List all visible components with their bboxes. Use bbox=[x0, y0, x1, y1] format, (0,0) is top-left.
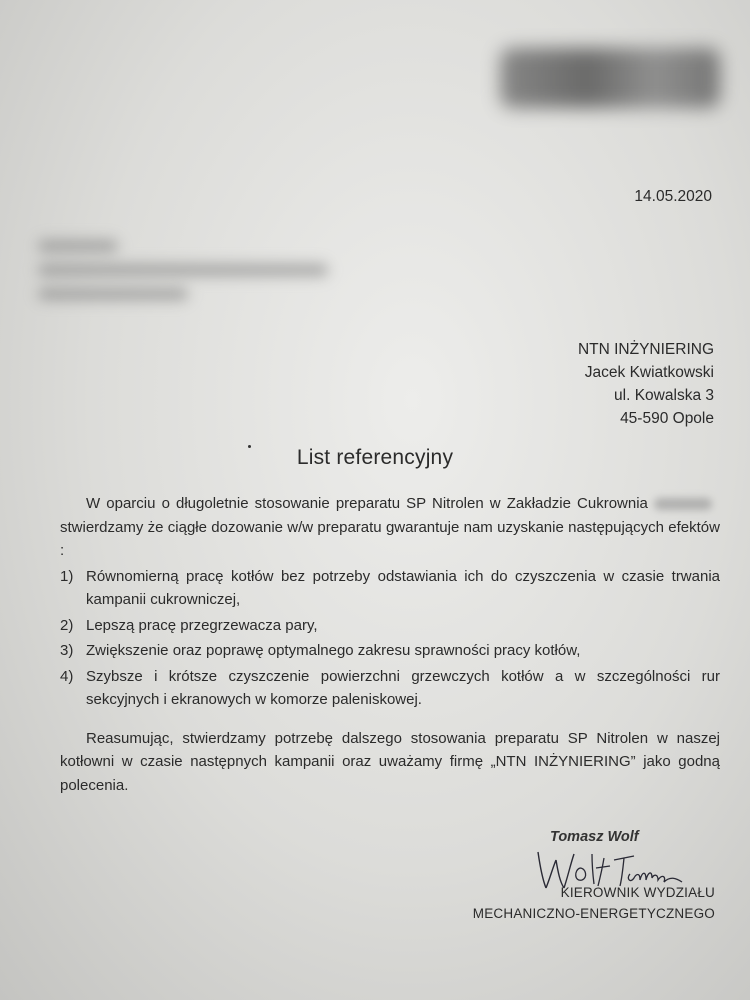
letter-body bbox=[60, 492, 720, 797]
letter-date: 14.05.2020 bbox=[634, 188, 712, 205]
effects-list bbox=[60, 565, 720, 712]
signatory-name: Tomasz Wolf bbox=[550, 829, 639, 845]
intro-text-part1: W oparciu o długoletnie stosowanie preparatu SP Nitrolen w Zakładzie Cukrownia bbox=[86, 495, 648, 512]
recipient-street: ul. Kowalska 3 bbox=[614, 387, 714, 404]
blurred-company-logo bbox=[500, 48, 720, 108]
closing-paragraph: Reasumując, stwierdzamy potrzebę dalszego stosowania preparatu SP Nitrolen w naszej kotłowni w czasie następnych kampanii oraz uważamy firmę „NTN INŻYNIERING” jako godną polecenia. bbox=[60, 729, 720, 794]
recipient-name: Jacek Kwiatkowski bbox=[584, 364, 714, 381]
list-item: 1) Równomierną pracę kotłów bez potrzeby odstawiania ich do czyszczenia w czasie trwania kampanii cukrowniczej, bbox=[60, 567, 720, 608]
list-item: 4) Szybsze i krótsze czyszczenie powierzchni grzewczych kotłów a w szczególności rur sekcyjnych i ekranowych w komorze paleniskowej. bbox=[60, 667, 720, 708]
position-line-1: KIEROWNIK WYDZIAŁU bbox=[560, 885, 715, 900]
blurred-sender-address bbox=[38, 228, 338, 318]
recipient-company: NTN INŻYNIERING bbox=[577, 341, 714, 358]
letter-title: List referencyjny bbox=[296, 446, 454, 469]
position-line-2: MECHANICZNO-ENERGETYCZNEGO bbox=[472, 906, 715, 921]
list-item: 2) Lepszą pracę przegrzewacza pary, bbox=[60, 616, 318, 634]
blurred-plant-name bbox=[654, 498, 712, 510]
list-item: 3) Zwiększenie oraz poprawę optymalnego zakresu sprawności pracy kotłów, bbox=[60, 642, 581, 659]
intro-text-part2: stwierdzamy że ciągłe dozowanie w/w preparatu gwarantuje nam uzyskanie następujących efektów : bbox=[60, 518, 720, 559]
intro-paragraph bbox=[60, 492, 720, 563]
recipient-address bbox=[578, 338, 714, 430]
recipient-city: 45-590 Opole bbox=[620, 410, 714, 427]
signatory-position bbox=[470, 882, 715, 924]
